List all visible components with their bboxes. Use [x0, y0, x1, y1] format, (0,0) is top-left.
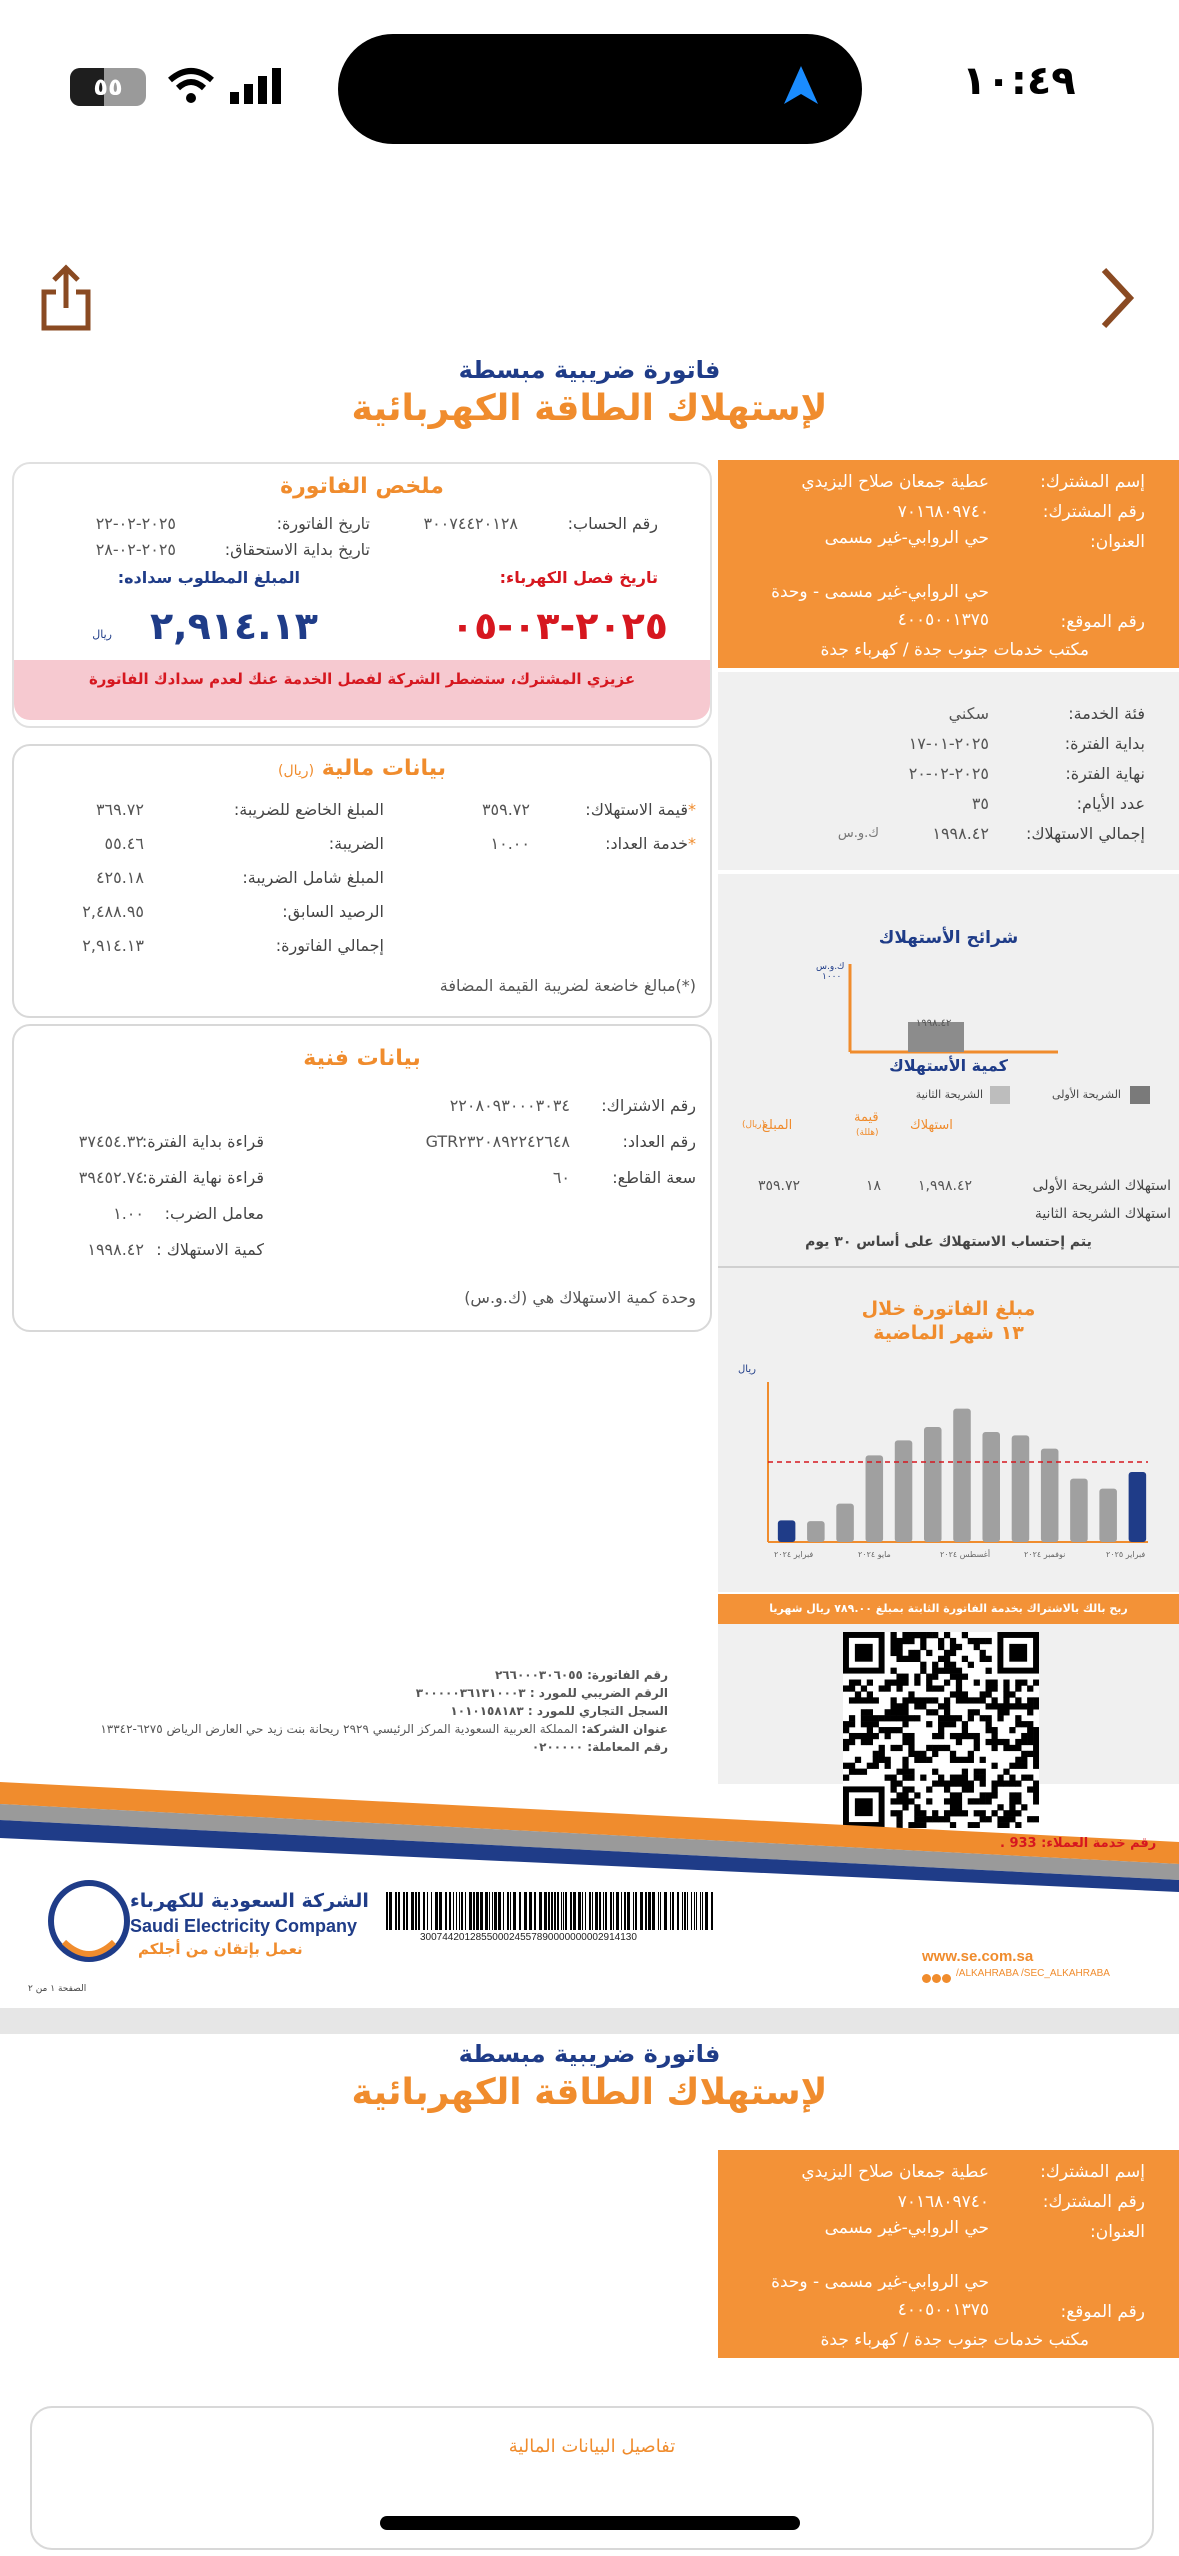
- meter-service: ١٠.٠٠: [490, 834, 530, 853]
- legend-tier2: الشريحة الثانية: [915, 1088, 983, 1101]
- tier1-price: ١٨: [866, 1178, 882, 1194]
- col-price-unit: (هللة): [856, 1128, 879, 1138]
- invoice-total: ٢,٩١٤.١٣: [82, 936, 144, 955]
- legend-tier2-swatch: [990, 1086, 1010, 1104]
- technical-title: بيانات فنية: [303, 1046, 421, 1071]
- company-name-en: Saudi Electricity Company: [130, 1916, 358, 1936]
- unit-note: وحدة كمية الاستهلاك هي (ك.و.س): [464, 1288, 696, 1307]
- chevron-right-icon[interactable]: [1096, 266, 1136, 330]
- signal-icon: [228, 66, 288, 106]
- service-category-label: فئة الخدمة:: [1068, 704, 1145, 723]
- bill-summary-card: [12, 462, 712, 728]
- service-category: سكني: [948, 704, 989, 723]
- multiplier: ١.٠٠: [113, 1204, 144, 1223]
- seller-cr: السجل التجاري للمورد : ١٠١٠١٥٨١٨٣: [450, 1704, 668, 1718]
- total-consumption-label: إجمالي الاستهلاك:: [1025, 824, 1145, 843]
- tiers-basis-note: يتم إحتساب الاستهلاك على أساس ٣٠ يوم: [805, 1234, 1092, 1250]
- page2-section-title: تفاصيل البيانات المالية: [508, 2436, 676, 2457]
- seller-tax: الرقم الضريبي للمورد : ٣٠٠٠٠٠٣٦١٣١٠٠٠٣: [415, 1686, 668, 1700]
- col-amount-unit: (ريال): [742, 1120, 766, 1130]
- history-xlabel: فبراير ٢٠٢٤: [774, 1550, 814, 1559]
- subscription-no-label: رقم الاشتراك:: [601, 1096, 696, 1115]
- end-reading-label: قراءة نهاية الفترة:: [142, 1168, 264, 1187]
- address-line-1: حي الروابي-غير مسمى: [824, 528, 989, 548]
- tax-amount: ٥٥.٤٦: [104, 834, 144, 853]
- address-label: العنوان:: [1090, 532, 1145, 552]
- site-number-label: رقم الموقع:: [1060, 612, 1145, 632]
- breaker-label: سعة القاطع:: [612, 1168, 696, 1187]
- history-chart: [748, 1372, 1168, 1572]
- social-icons[interactable]: [922, 1968, 954, 1980]
- quantity: ١٩٩٨.٤٢: [87, 1240, 144, 1259]
- page2-addr-label: العنوان:: [1090, 2222, 1145, 2242]
- quantity-label: كمية الاستهلاك :: [156, 1240, 264, 1259]
- multiplier-label: معامل الضرب:: [164, 1204, 264, 1223]
- history-panel: [718, 1292, 1179, 1592]
- amount-due: ٢,٩١٤.١٣: [149, 604, 318, 648]
- subscriber-number-label: رقم المشترك:: [1042, 502, 1145, 522]
- page2-site-label: رقم الموقع:: [1060, 2302, 1145, 2322]
- seller-address: عنوان الشركة: المملكة العربية السعودية المركز الرئيسي ٢٩٢٩ ريحانة بنت زيد حي العارض الرياض ٦٢٧٥-١٣٣٤٢: [100, 1722, 668, 1736]
- history-bar: [866, 1455, 884, 1542]
- home-indicator[interactable]: [380, 2516, 800, 2530]
- customer-name-label: إسم المشترك:: [1040, 472, 1145, 492]
- financial-title: بيانات مالية (ريال): [278, 756, 446, 781]
- history-title-2: ١٣ شهر الماضية: [873, 1322, 1024, 1344]
- history-bar: [924, 1427, 942, 1542]
- tiers-table: [718, 1174, 1179, 1292]
- website-link[interactable]: www.se.com.sa: [922, 1948, 1034, 1965]
- bill-date-label: تاريخ الفاتورة:: [276, 514, 370, 533]
- status-time: ١٠:٤٩: [962, 58, 1076, 104]
- cutoff-warning-bg: [14, 660, 710, 720]
- page-number: الصفحة ١ من ٢: [28, 1984, 87, 1994]
- history-bar: [895, 1440, 913, 1542]
- bill-type-title: فاتورة ضريبية مبسطة: [458, 356, 721, 384]
- vat-note: (*)مبالغ خاضعة لضريبة القيمة المضافة: [439, 976, 696, 995]
- history-bar: [1099, 1489, 1117, 1542]
- bill-main-title: لإستهلاك الطاقة الكهربائية: [351, 388, 828, 429]
- history-bar: [1070, 1479, 1088, 1542]
- total-consumption: ١٩٩٨.٤٢: [932, 824, 989, 843]
- tiers-chart: [818, 954, 1118, 1064]
- history-bar: [982, 1432, 1000, 1542]
- days-count: ٣٥: [971, 794, 989, 813]
- breaker-capacity: ٦٠: [552, 1168, 570, 1187]
- bill-date: ٢٠٢٥-٠٢-٢٢: [95, 514, 176, 533]
- technical-data-card: [12, 1024, 712, 1332]
- customer-service-number[interactable]: رقم خدمة العملاء: 933 .: [1000, 1836, 1157, 1851]
- period-end-label: نهاية الفترة:: [1065, 764, 1145, 783]
- page2-addr-1: حي الروابي-غير مسمى: [824, 2218, 989, 2238]
- history-bar: [807, 1521, 825, 1542]
- tier2-row-label: استهلاك الشريحة الثانية: [1034, 1206, 1171, 1222]
- history-xlabel: مايو ٢٠٢٤: [858, 1550, 891, 1559]
- tier1-amount: ٣٥٩.٧٢: [758, 1178, 801, 1194]
- page2-sub: ٧٠١٦٨٠٩٧٤٠: [897, 2192, 989, 2212]
- page2-bill-type: فاتورة ضريبية مبسطة: [458, 2040, 721, 2068]
- barcode: [386, 1892, 716, 1932]
- cutoff-warning: عزيزي المشترك، ستضطر الشركة لفصل الخدمة عنك لعدم سدادك الفاتورة: [88, 670, 636, 688]
- tier1-row-label: استهلاك الشريحة الأولى: [1032, 1178, 1171, 1194]
- incl-tax-amount: ٤٢٥.١٨: [95, 868, 144, 887]
- footer-stripes: [0, 1772, 1179, 1892]
- history-xlabel: فبراير ٢٠٢٥: [1106, 1550, 1146, 1559]
- cutoff-date: ٢٠٢٥-٠٣-٠٥: [450, 604, 668, 648]
- share-icon[interactable]: [38, 262, 94, 334]
- col-consumption: استهلاك: [910, 1118, 953, 1133]
- tier1-consumption: ١,٩٩٨.٤٢: [918, 1178, 973, 1194]
- battery-icon: ٥٥: [70, 68, 146, 106]
- due-date: ٢٠٢٥-٠٢-٢٨: [95, 540, 176, 559]
- financial-data-card: [12, 744, 712, 1018]
- history-xlabel: أغسطس ٢٠٢٤: [940, 1550, 991, 1559]
- page2-site: ٤٠٠٥٠٠١٣٧٥: [897, 2300, 989, 2320]
- company-name-ar: الشركة السعودية للكهرباء: [130, 1890, 369, 1912]
- bill-page-2: [0, 2034, 1179, 2524]
- sec-logo-icon: [44, 1876, 134, 1966]
- due-date-label: تاريخ بداية الاستحقاق:: [224, 540, 370, 559]
- social-handles[interactable]: /ALKAHRABA /SEC_ALKAHRABA: [956, 1968, 1110, 1979]
- summary-title: ملخص الفاتورة: [280, 474, 444, 499]
- history-bar: [1012, 1435, 1030, 1542]
- page2-main-title: لإستهلاك الطاقة الكهربائية: [351, 2072, 828, 2113]
- page-separator: [0, 2008, 1179, 2034]
- autopay-banner[interactable]: ربح بالك بالاشتراك بخدمة الفاتورة الثابتة بمبلغ ٧٨٩.٠٠ ريال شهريا: [718, 1594, 1179, 1624]
- col-amount: المبلغ: [762, 1118, 793, 1133]
- account-label: رقم الحساب:: [567, 514, 658, 533]
- page2-name-label: إسم المشترك:: [1040, 2162, 1145, 2182]
- previous-balance: ٢,٤٨٨.٩٥: [82, 902, 144, 921]
- location-arrow-icon: [778, 62, 824, 108]
- consumption-value: ٣٥٩.٧٢: [481, 800, 530, 819]
- meter-service-label: *خدمة العداد:: [605, 834, 696, 853]
- tiers-axis-tick: ١٠٠٠: [822, 972, 842, 982]
- invoice-total-label: إجمالي الفاتورة:: [275, 936, 384, 955]
- history-bar: [953, 1409, 971, 1542]
- customer-info-box: [718, 460, 1179, 668]
- tiers-axis-unit: ك.و.س: [816, 962, 845, 972]
- total-consumption-unit: ك.و.س: [837, 826, 879, 841]
- address-line-2: حي الروابي-غير مسمى - وحدة: [771, 582, 989, 602]
- seller-txn: رقم المعاملة: ٠٢٠٠٠٠٠: [531, 1740, 668, 1754]
- wifi-icon: [166, 66, 216, 106]
- consumption-value-label: *قيمة الاستهلاك:: [585, 800, 696, 819]
- col-price: قيمة: [854, 1110, 879, 1125]
- history-unit: ريال: [738, 1364, 756, 1375]
- page2-name: عطية جمعان صلاح اليزيدي: [801, 2162, 989, 2182]
- amount-due-unit: ريال: [92, 628, 112, 641]
- qr-panel: [718, 1624, 1179, 1784]
- history-bar: [1129, 1472, 1147, 1542]
- history-bar: [778, 1520, 796, 1542]
- period-start: ٢٠٢٥-٠١-١٧: [908, 734, 989, 753]
- seller-invoice: رقم الفاتورة: ٢٦٦٠٠٠٣٠٦٠٥٥: [494, 1668, 668, 1682]
- legend-tier1: الشريحة الأولى: [1051, 1088, 1121, 1101]
- page2-customer-box: [718, 2150, 1179, 2358]
- seller-info: [0, 1668, 716, 1788]
- history-bar: [836, 1504, 854, 1542]
- bill-page-1: [0, 352, 1179, 2007]
- company-slogan: نعمل بإتقان من أجلكم: [138, 1940, 303, 1958]
- amount-due-label: المبلغ المطلوب سداده:: [117, 568, 300, 587]
- page2-addr-2: حي الروابي-غير مسمى - وحدة: [771, 2272, 989, 2292]
- account-number: ٣٠٠٧٤٤٢٠١٢٨: [423, 514, 518, 533]
- page2-office: مكتب خدمات جنوب جدة / كهرباء جدة: [820, 2330, 1089, 2350]
- meter-no-label: رقم العداد:: [622, 1132, 696, 1151]
- customer-name: عطية جمعان صلاح اليزيدي: [801, 472, 989, 492]
- incl-tax-label: المبلغ شامل الضريبة:: [242, 868, 384, 887]
- tiers-title: شرائح الأستهلاك: [878, 928, 1019, 948]
- barcode-number: 300744201285500024557890000000002914130: [420, 1932, 637, 1943]
- divider: [718, 1266, 1179, 1268]
- period-start-label: بداية الفترة:: [1064, 734, 1145, 753]
- subscription-no: ٢٢٠٨٠٩٣٠٠٠٣٠٣٤: [449, 1096, 570, 1115]
- page2-sub-label: رقم المشترك:: [1042, 2192, 1145, 2212]
- taxable-label: المبلغ الخاضع للضريبة:: [233, 800, 384, 819]
- cutoff-label: تاريخ فصل الكهرباء:: [499, 568, 658, 587]
- service-info-panel: [718, 672, 1179, 870]
- tiers-bar-label: ١٩٩٨.٤٢: [916, 1018, 952, 1029]
- end-reading: ٣٩٤٥٢.٧٤: [78, 1168, 144, 1187]
- start-reading: ٣٧٤٥٤.٣٢: [78, 1132, 144, 1151]
- legend-tier1-swatch: [1130, 1086, 1150, 1104]
- history-xlabel: نوفمبر ٢٠٢٤: [1024, 1550, 1066, 1559]
- service-office: مكتب خدمات جنوب جدة / كهرباء جدة: [820, 640, 1089, 660]
- history-title-1: مبلغ الفاتورة خلال: [861, 1298, 1036, 1320]
- previous-balance-label: الرصيد السابق:: [282, 902, 384, 921]
- consumption-tiers-panel: [718, 874, 1179, 1174]
- meter-no: GTR٢٣٢٠٨٩٢٢٤٢٦٤٨: [425, 1132, 570, 1151]
- subscriber-number: ٧٠١٦٨٠٩٧٤٠: [897, 502, 989, 522]
- tax-label: الضريبة:: [328, 834, 384, 853]
- days-count-label: عدد الأيام:: [1076, 794, 1145, 813]
- start-reading-label: قراءة بداية الفترة:: [141, 1132, 264, 1151]
- taxable-amount: ٣٦٩.٧٢: [95, 800, 144, 819]
- period-end: ٢٠٢٥-٠٢-٢٠: [908, 764, 989, 783]
- tiers-xlabel: كمية الأستهلاك: [889, 1056, 1008, 1075]
- site-number: ٤٠٠٥٠٠١٣٧٥: [897, 610, 989, 630]
